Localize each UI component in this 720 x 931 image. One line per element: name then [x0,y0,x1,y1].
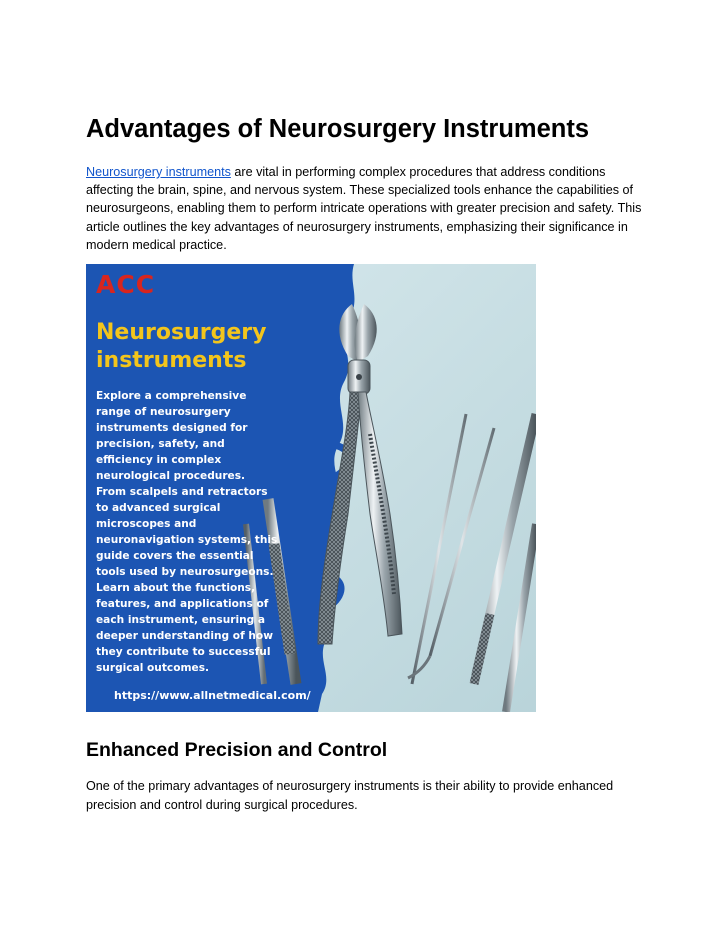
banner-description-line: they contribute to successful [96,646,271,658]
section-heading: Enhanced Precision and Control [86,739,388,761]
banner-description-line: Explore a comprehensive [96,390,247,402]
banner-description-line: Learn about the functions, [96,582,256,594]
banner-description-line: each instrument, ensuring a [96,614,266,626]
intro-paragraph [86,163,646,254]
acc-logo: ACC [96,270,156,299]
banner-description-line: tools used by neurosurgeons. [96,566,274,578]
banner-headline-line1: Neurosurgery [96,320,267,345]
banner-description-line: From scalpels and retractors [96,486,268,498]
section-paragraph: One of the primary advantages of neurosurgery instruments is their ability to provide enhanced precision and control during surgical procedures. [86,779,614,812]
banner-description-line: neuronavigation systems, this [96,534,278,546]
neurosurgery-instruments-link[interactable]: Neurosurgery instruments [86,165,231,179]
banner-description-line: microscopes and [96,518,197,530]
banner-description-line: to advanced surgical [96,502,221,514]
banner-description-line: precision, safety, and [96,438,225,450]
banner-description-line: efficiency in complex [96,454,222,466]
banner-description-line: features, and applications of [96,598,269,610]
banner-description-line: range of neurosurgery [96,406,231,418]
banner-description-line: neurological procedures. [96,470,246,482]
banner-description-line: surgical outcomes. [96,662,210,674]
page-title: Advantages of Neurosurgery Instruments [86,115,590,143]
banner-headline-line2: instruments [96,348,247,373]
intro-text: are vital in performing complex procedures that address conditions affecting the brain, spine, and nervous system. These specialized tools enhance the capabilities of neurosurgeons, enabling them to perform intricate operations with greater precision and safety. This article outlines the key advantages of neurosurgery instruments, emphasizing their significance in modern medical practice. [86,165,642,252]
banner-url: https://www.allnetmedical.com/ [114,689,311,702]
banner-image [86,264,536,712]
banner-graphic [86,264,536,712]
banner-description-line: instruments designed for [96,422,248,434]
banner-description-line: deeper understanding of how [96,630,273,642]
banner-description-line: guide covers the essential [96,550,254,562]
